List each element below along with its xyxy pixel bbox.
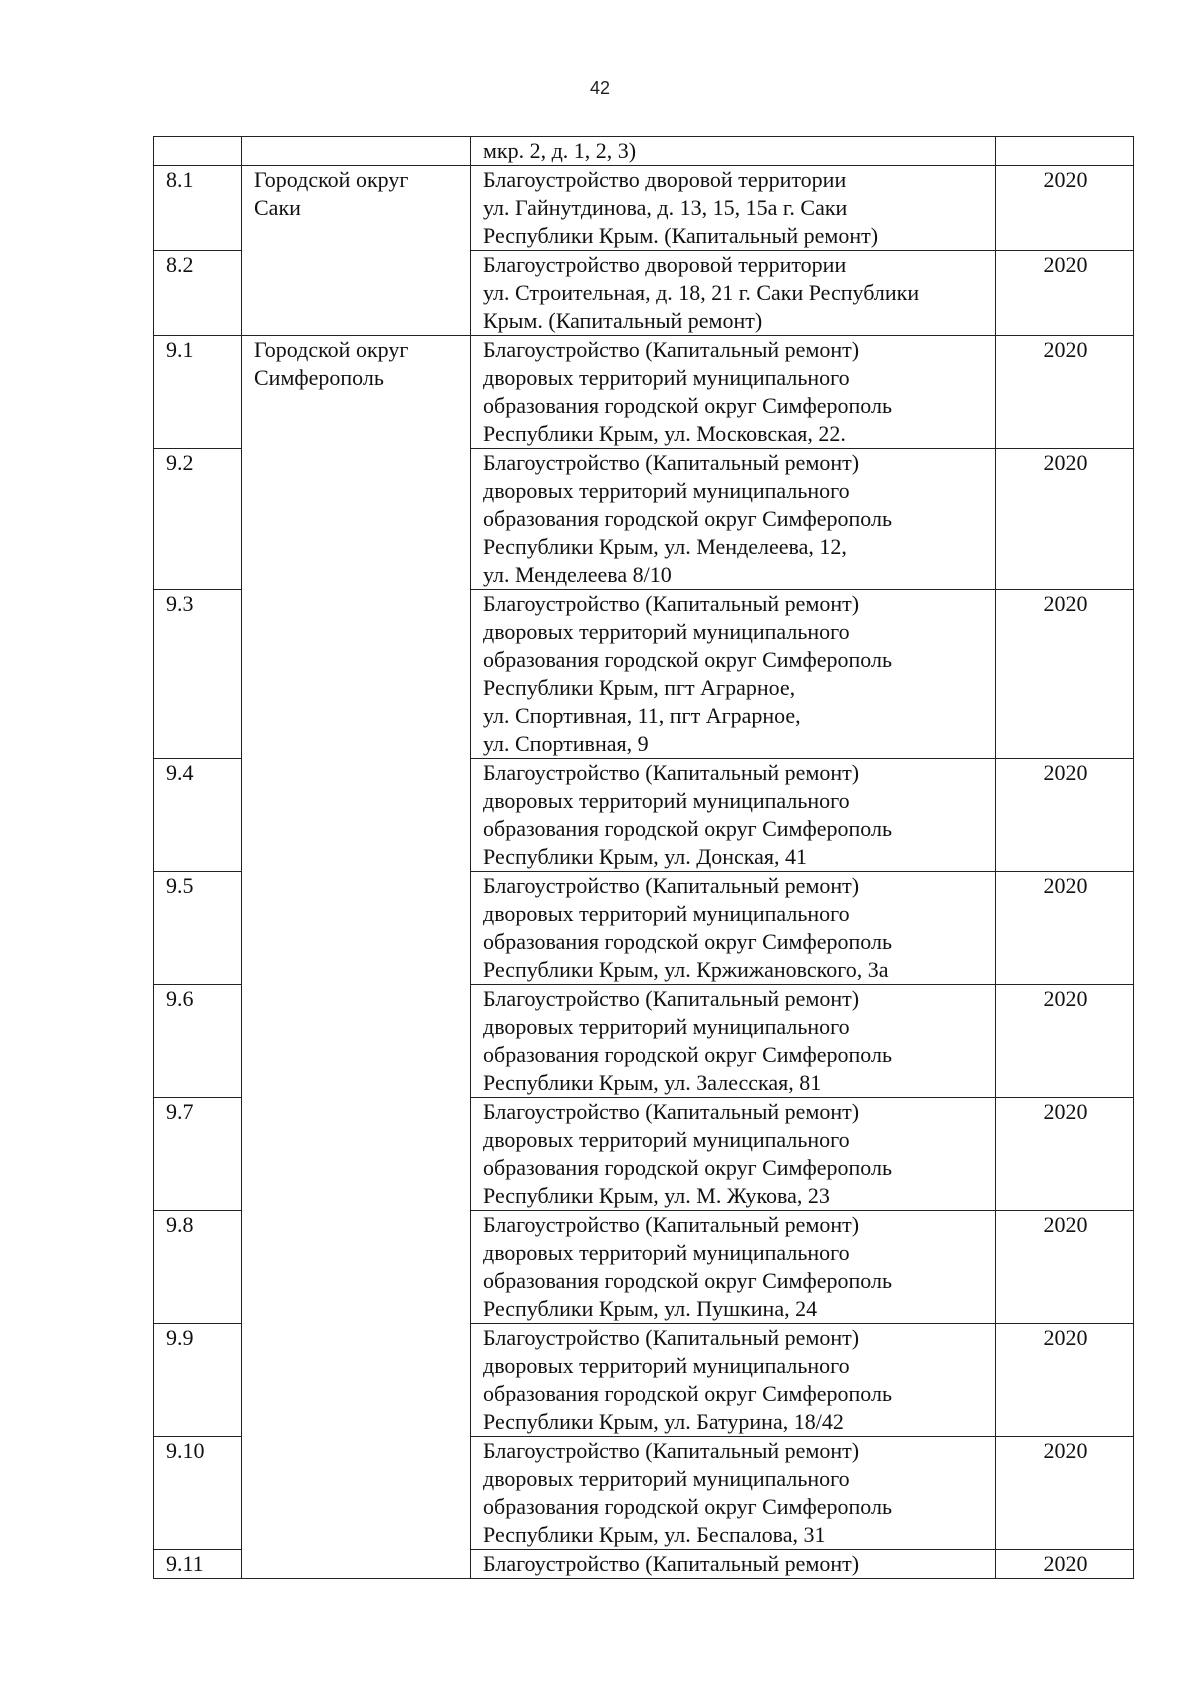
district-name	[242, 137, 471, 166]
completion-year: 2020	[996, 872, 1134, 985]
table-row	[154, 336, 1134, 449]
work-description: Благоустройство дворовой территории ул. Строительная, д. 18, 21 г. Саки Республики Крым. (Капитальный ремонт)	[471, 251, 996, 336]
works-table	[153, 136, 1134, 1579]
completion-year: 2020	[996, 336, 1134, 449]
completion-year: 2020	[996, 1324, 1134, 1437]
completion-year: 2020	[996, 1437, 1134, 1550]
work-description: мкр. 2, д. 1, 2, 3)	[471, 137, 996, 166]
work-description: Благоустройство (Капитальный ремонт) дворовых территорий муниципального образования городской округ Симферополь Республики Крым, ул. Пушкина, 24	[471, 1211, 996, 1324]
row-number: 9.10	[154, 1437, 242, 1550]
table-body	[154, 137, 1134, 1579]
row-number: 9.3	[154, 590, 242, 759]
completion-year: 2020	[996, 1211, 1134, 1324]
row-number: 9.4	[154, 759, 242, 872]
row-number: 9.1	[154, 336, 242, 449]
page-number: 42	[589, 78, 611, 98]
row-number: 8.2	[154, 251, 242, 336]
work-description: Благоустройство (Капитальный ремонт) дворовых территорий муниципального образования городской округ Симферополь Республики Крым, ул. Донская, 41	[471, 759, 996, 872]
row-number: 9.11	[154, 1550, 242, 1579]
completion-year: 2020	[996, 166, 1134, 251]
work-description: Благоустройство дворовой территории ул. Гайнутдинова, д. 13, 15, 15а г. Саки Республики Крым. (Капитальный ремонт)	[471, 166, 996, 251]
work-description: Благоустройство (Капитальный ремонт)	[471, 1550, 996, 1579]
table-row	[154, 166, 1134, 251]
work-description: Благоустройство (Капитальный ремонт) дворовых территорий муниципального образования городской округ Симферополь Республики Крым, ул. Залесская, 81	[471, 985, 996, 1098]
row-number: 8.1	[154, 166, 242, 251]
completion-year	[996, 137, 1134, 166]
work-description: Благоустройство (Капитальный ремонт) дворовых территорий муниципального образования городской округ Симферополь Республики Крым, ул. М. Жукова, 23	[471, 1098, 996, 1211]
work-description: Благоустройство (Капитальный ремонт) дворовых территорий муниципального образования городской округ Симферополь Республики Крым, ул. Кржижановского, 3а	[471, 872, 996, 985]
row-number: 9.2	[154, 449, 242, 590]
table-row	[154, 137, 1134, 166]
row-number: 9.7	[154, 1098, 242, 1211]
work-description: Благоустройство (Капитальный ремонт) дворовых территорий муниципального образования городской округ Симферополь Республики Крым, ул. Московская, 22.	[471, 336, 996, 449]
work-description: Благоустройство (Капитальный ремонт) дворовых территорий муниципального образования городской округ Симферополь Республики Крым, ул. Беспалова, 31	[471, 1437, 996, 1550]
work-description: Благоустройство (Капитальный ремонт) дворовых территорий муниципального образования городской округ Симферополь Республики Крым, пгт Аграрное, ул. Спортивная, 11, пгт Аграрное, ул. Спортивная, 9	[471, 590, 996, 759]
completion-year: 2020	[996, 1550, 1134, 1579]
district-name: Городской округ Саки	[242, 166, 471, 336]
completion-year: 2020	[996, 759, 1134, 872]
completion-year: 2020	[996, 1098, 1134, 1211]
completion-year: 2020	[996, 590, 1134, 759]
completion-year: 2020	[996, 449, 1134, 590]
row-number	[154, 137, 242, 166]
row-number: 9.8	[154, 1211, 242, 1324]
row-number: 9.9	[154, 1324, 242, 1437]
completion-year: 2020	[996, 251, 1134, 336]
row-number: 9.5	[154, 872, 242, 985]
work-description: Благоустройство (Капитальный ремонт) дворовых территорий муниципального образования городской округ Симферополь Республики Крым, ул. Менделеева, 12, ул. Менделеева 8/10	[471, 449, 996, 590]
completion-year: 2020	[996, 985, 1134, 1098]
work-description: Благоустройство (Капитальный ремонт) дворовых территорий муниципального образования городской округ Симферополь Республики Крым, ул. Батурина, 18/42	[471, 1324, 996, 1437]
row-number: 9.6	[154, 985, 242, 1098]
district-name: Городской округ Симферополь	[242, 336, 471, 1579]
